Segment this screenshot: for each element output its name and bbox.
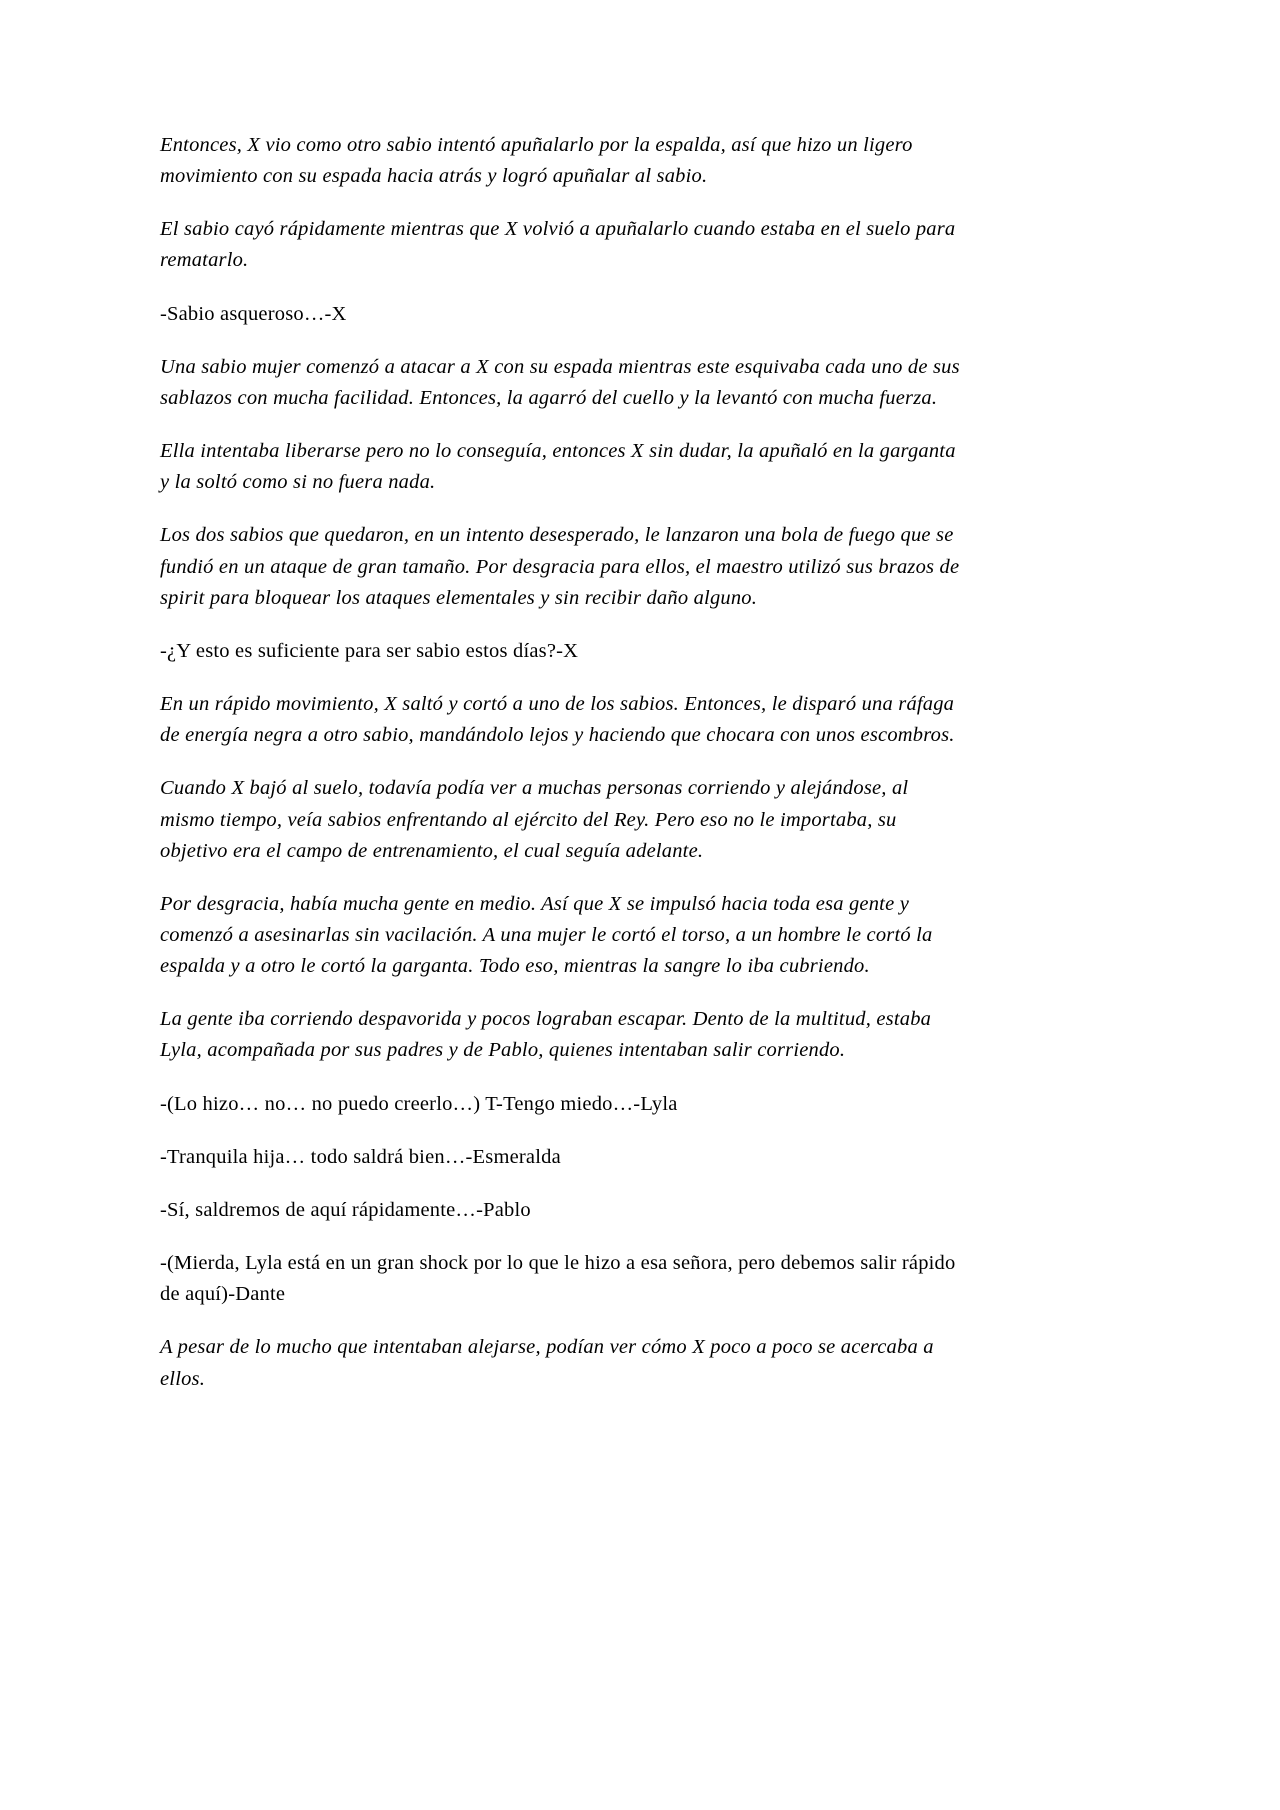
paragraph-narration: Una sabio mujer comenzó a atacar a X con su espada mientras este esquivaba cada uno de sus sablazos con mucha facilidad. Entonces, la agarró del cuello y la levantó con mucha fuerza.	[160, 355, 960, 409]
paragraph-narration: Los dos sabios que quedaron, en un intento desesperado, le lanzaron una bola de fuego que se fundió en un ataque de gran tamaño. Por desgracia para ellos, el maestro utilizó sus brazos de spirit para bloquear los ataques elementales y sin recibir daño alguno.	[160, 524, 960, 609]
paragraph-narration: A pesar de lo mucho que intentaban alejarse, podían ver cómo X poco a poco se acercaba a ellos.	[160, 1336, 934, 1390]
paragraph-dialogue: -(Lo hizo… no… no puedo creerlo…) T-Tengo miedo…-Lyla	[160, 1092, 678, 1115]
paragraph-narration: Ella intentaba liberarse pero no lo conseguía, entonces X sin dudar, la apuñaló en la garganta y la soltó como si no fuera nada.	[160, 440, 956, 494]
paragraph-narration: La gente iba corriendo despavorida y pocos lograban escapar. Dento de la multitud, estaba Lyla, acompañada por sus padres y de Pablo, quienes intentaban salir corriendo.	[160, 1008, 932, 1062]
paragraph-dialogue: -Sabio asqueroso…-X	[160, 302, 347, 325]
paragraph-dialogue: -¿Y esto es suficiente para ser sabio estos días?-X	[160, 639, 579, 662]
paragraph-dialogue: -(Mierda, Lyla está en un gran shock por lo que le hizo a esa señora, pero debemos salir rápido de aquí)-Dante	[160, 1252, 956, 1306]
paragraph-narration: Por desgracia, había mucha gente en medio. Así que X se impulsó hacia toda esa gente y comenzó a asesinarlas sin vacilación. A una mujer le cortó el torso, a un hombre le cortó la espalda y a otro le cortó la garganta. Todo eso, mientras la sangre lo iba cubriendo.	[160, 892, 933, 978]
paragraph-narration: Entonces, X vio como otro sabio intentó apuñalarlo por la espalda, así que hizo un ligero movimiento con su espada hacia atrás y logró apuñalar al sabio.	[160, 134, 913, 188]
paragraph-dialogue: -Sí, saldremos de aquí rápidamente…-Pablo	[160, 1198, 531, 1221]
document-body	[160, 130, 960, 1417]
paragraph-dialogue: -Tranquila hija… todo saldrá bien…-Esmeralda	[160, 1145, 561, 1168]
paragraph-narration: En un rápido movimiento, X saltó y cortó a uno de los sabios. Entonces, le disparó una ráfaga de energía negra a otro sabio, mandándolo lejos y haciendo que chocara con unos escombros.	[160, 693, 955, 747]
paragraph-narration: Cuando X bajó al suelo, todavía podía ver a muchas personas corriendo y alejándose, al mismo tiempo, veía sabios enfrentando al ejército del Rey. Pero eso no le importaba, su objetivo era el campo de entrenamiento, el cual seguía adelante.	[160, 777, 909, 862]
paragraph-narration: El sabio cayó rápidamente mientras que X volvió a apuñalarlo cuando estaba en el suelo para rematarlo.	[160, 218, 956, 272]
